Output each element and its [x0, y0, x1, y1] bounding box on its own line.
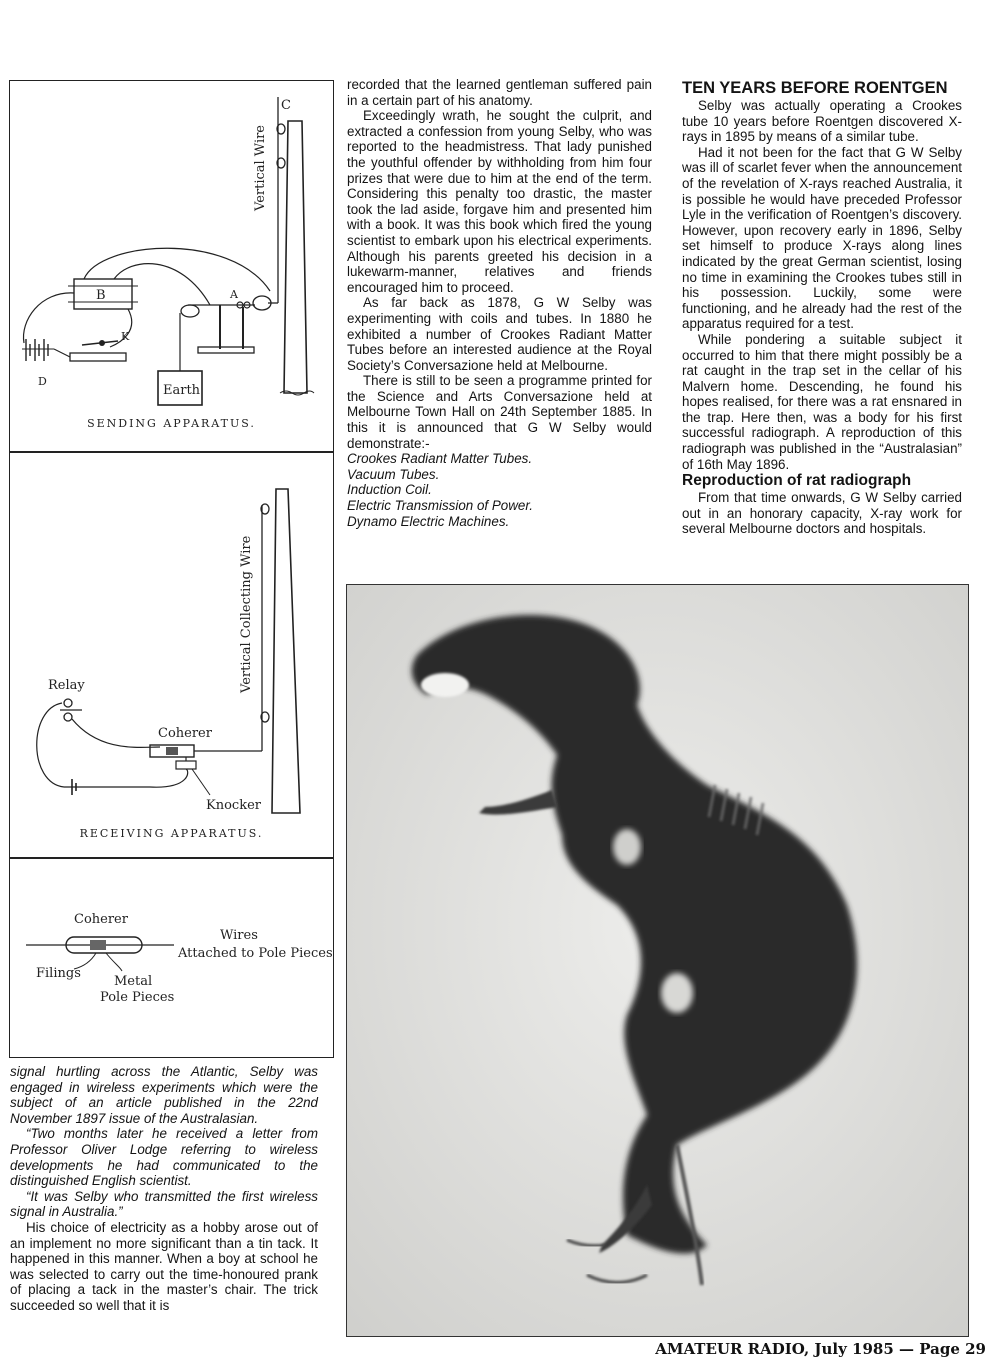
middle-paragraph-3: As far back as 1878, G W Selby was experimenting with coils and tubes. In 1880 he exhibited a number of Crookes Radiant Matter Tubes before an interested audience at the Royal Society’s Conversazione held at Melbourne.	[347, 295, 652, 373]
demo-list-item: Vacuum Tubes.	[347, 466, 440, 482]
label-vertical-wire: Vertical Wire	[253, 124, 268, 211]
label-filings: Filings	[36, 966, 81, 981]
coherer-diagram	[10, 859, 335, 1059]
label-coherer-title: Coherer	[74, 912, 128, 927]
receiving-apparatus-figure	[9, 452, 334, 858]
label-coherer: Coherer	[158, 726, 212, 741]
demo-list-item: Induction Coil.	[347, 482, 432, 498]
page-footer	[655, 1340, 986, 1358]
label-metal: Metal	[114, 974, 153, 989]
section-heading: TEN YEARS BEFORE ROENTGEN	[682, 79, 948, 97]
left-paragraph-4: His choice of electricity as a hobby arose out of an implement no more significant than a tin tack. It happened in this manner. When a boy at school he was selected to carry out the time-honoured prank of placing a tack in the master’s chair. The trick succeeded so well that it is	[10, 1219, 318, 1313]
left-paragraph-1: signal hurtling across the Atlantic, Selby was engaged in wireless experiments which were the subject of an article published in the 22nd November 1897 issue of the Australasian.	[10, 1064, 318, 1126]
coherer-figure	[9, 858, 334, 1058]
right-paragraph-3: While pondering a suitable subject it occurred to him that there might possibly be a rat caught in the trap set in the cellar of his Malvern home. Descending, he found his hopes realised, for there was a rat ensnared in the trap. Here then, was a body for his first successful radiograph. A reproduction of this radiograph was published in the “Australasian” of 16th May 1896.	[682, 331, 962, 472]
label-a: A	[230, 288, 238, 301]
right-column-text	[682, 79, 962, 537]
sending-apparatus-caption: SENDING APPARATUS.	[87, 417, 256, 430]
issue-date: July 1985	[814, 1340, 894, 1358]
label-relay: Relay	[48, 678, 85, 693]
middle-column-text	[347, 77, 652, 529]
label-k: K	[121, 330, 130, 343]
label-c: C	[281, 98, 291, 113]
rat-radiograph-image	[347, 585, 969, 1337]
left-paragraph-2: “Two months later he received a letter from Professor Oliver Lodge referring to wireless developments he had communicated to the distinguished English scientist.	[10, 1126, 318, 1189]
middle-paragraph-2: Exceedingly wrath, he sought the culprit, and extracted a confession from young Selby, who was reported to the headmistress. That lady punished the youthful offender by withholding from him four prizes that were due to him at the end of the term. Considering this penalty too drastic, the master took the lad aside, forgave him and presented him with a book. It was this book which fired the young scientist to embark upon his electrical experiments. Although his parents greeted his decision in a lukewarm-manner, relatives and friends encouraged him to proceed.	[347, 108, 652, 295]
receiving-apparatus-diagram	[10, 453, 335, 859]
demo-list-item: Crookes Radiant Matter Tubes.	[347, 451, 533, 467]
middle-paragraph-4: There is still to be seen a programme printed for the Science and Arts Conversazione held at Melbourne Town Hall on 24th September 1885. In this it is announced that G W Selby would demonstrate:-	[347, 373, 652, 451]
rat-radiograph-photo	[346, 584, 969, 1337]
magazine-name: AMATEUR RADIO,	[655, 1340, 810, 1358]
demo-list-item: Dynamo Electric Machines.	[347, 513, 510, 529]
section-subheading: Reproduction of rat radiograph	[682, 472, 912, 490]
right-paragraph-4: From that time onwards, G W Selby carried out in an honorary capacity, X-ray work for several Melbourne doctors and hospitals.	[682, 490, 962, 537]
label-d: D	[38, 375, 47, 388]
label-wires: Wires	[220, 928, 258, 943]
label-earth: Earth	[163, 383, 201, 398]
label-knocker: Knocker	[206, 798, 261, 813]
sending-apparatus-diagram	[10, 81, 335, 453]
label-vertical-collecting-wire: Vertical Collecting Wire	[239, 535, 254, 693]
label-b: B	[96, 288, 106, 303]
right-paragraph-1: Selby was actually operating a Crookes tube 10 years before Roentgen discovered X-rays in 1895 by means of a similar tube.	[682, 98, 962, 145]
middle-paragraph-1: recorded that the learned gentleman suffered pain in a certain part of his anatomy.	[347, 77, 652, 108]
right-paragraph-2: Had it not been for the fact that G W Selby was ill of scarlet fever when the announcement of the revelation of X-rays reached Australia, it is possible he would have preceded Professor Lyle in the verification of Roentgen’s discovery. However, upon recovery early in 1896, Selby set himself to produce X-rays along lines indicated by the great German scientist, losing no time in examining the Crookes tubes still in his possession. Luckily, some were functioning, and he already had the rest of the apparatus required for a test.	[682, 144, 962, 332]
left-column-text	[10, 1064, 318, 1314]
left-paragraph-3: “It was Selby who transmitted the first wireless signal in Australia.”	[10, 1188, 318, 1220]
sending-apparatus-figure	[9, 80, 334, 452]
label-attached: Attached to Pole Pieces	[178, 946, 333, 961]
demo-list-item: Electric Transmission of Power.	[347, 498, 534, 514]
label-pole-pieces: Pole Pieces	[100, 990, 175, 1005]
receiving-apparatus-caption: RECEIVING APPARATUS.	[79, 827, 264, 840]
page-number: — Page 29	[899, 1340, 986, 1358]
